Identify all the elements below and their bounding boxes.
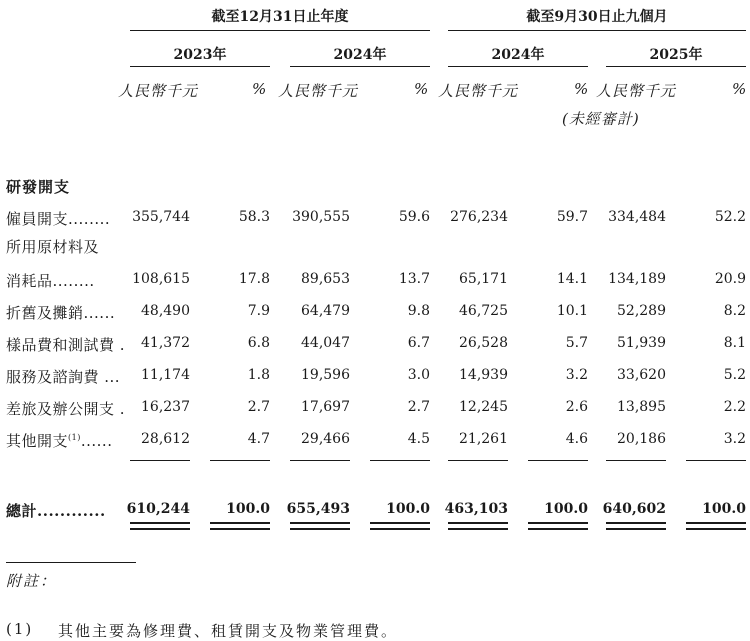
table-cell: 14.1 bbox=[556, 271, 588, 287]
total-double-rule bbox=[686, 528, 746, 530]
table-cell: 16,237 bbox=[141, 399, 190, 415]
row-label-text: 其他開支 bbox=[6, 432, 69, 450]
total-cell: 463,103 bbox=[444, 501, 508, 517]
table-cell: 20,186 bbox=[617, 431, 666, 447]
total-cell: 100.0 bbox=[386, 501, 430, 517]
table-cell: 390,555 bbox=[292, 209, 350, 225]
note-text: 其他主要為修理費、租賃開支及物業管理費。 bbox=[58, 622, 399, 640]
table-cell: 3.0 bbox=[407, 367, 430, 383]
subtotal-rule-2 bbox=[210, 460, 270, 461]
total-cell: 640,602 bbox=[602, 501, 666, 517]
row-label: 服務及諮詢費 ... bbox=[6, 368, 121, 386]
table-cell: 17,697 bbox=[301, 399, 350, 415]
total-double-rule bbox=[210, 522, 270, 524]
unit-header-2: 人民幣千元 bbox=[278, 82, 359, 100]
table-cell: 10.1 bbox=[556, 303, 588, 319]
table-cell: 52.2 bbox=[714, 209, 746, 225]
row-label bbox=[6, 430, 112, 451]
table-cell: 11,174 bbox=[141, 367, 190, 383]
table-cell: 334,484 bbox=[608, 209, 666, 225]
total-double-rule bbox=[448, 522, 508, 524]
table-cell: 59.7 bbox=[556, 209, 588, 225]
period-header-fy: 截至12月31日止年度 bbox=[211, 9, 349, 25]
table-cell: 14,939 bbox=[459, 367, 508, 383]
total-double-rule bbox=[528, 522, 588, 524]
row-label: 消耗品........ bbox=[6, 272, 95, 290]
year-rule-4 bbox=[606, 66, 746, 67]
table-cell: 2.7 bbox=[247, 399, 270, 415]
total-double-rule bbox=[370, 528, 430, 530]
table-cell: 6.8 bbox=[247, 335, 270, 351]
table-cell: 46,725 bbox=[459, 303, 508, 319]
table-cell: 4.7 bbox=[247, 431, 270, 447]
footnote-ref: (1) bbox=[68, 433, 81, 442]
section-title: 研發開支 bbox=[6, 178, 71, 196]
table-cell: 29,466 bbox=[301, 431, 350, 447]
total-cell: 610,244 bbox=[126, 501, 190, 517]
row-label: 樣品費和測試費 . bbox=[6, 336, 126, 354]
table-cell: 89,653 bbox=[301, 271, 350, 287]
notes-heading: 附註： bbox=[6, 572, 58, 590]
table-cell: 276,234 bbox=[450, 209, 508, 225]
total-double-rule bbox=[290, 522, 350, 524]
notes-rule bbox=[6, 562, 136, 563]
total-double-rule bbox=[686, 522, 746, 524]
year-rule-2 bbox=[290, 66, 430, 67]
table-cell: 19,596 bbox=[301, 367, 350, 383]
table-cell: 13.7 bbox=[398, 271, 430, 287]
table-cell: 7.9 bbox=[247, 303, 270, 319]
table-cell: 1.8 bbox=[247, 367, 270, 383]
table-cell: 134,189 bbox=[608, 271, 666, 287]
row-label: 所用原材料及 bbox=[6, 238, 100, 256]
table-cell: 64,479 bbox=[301, 303, 350, 319]
table-cell: 4.5 bbox=[407, 431, 430, 447]
table-cell: 65,171 bbox=[459, 271, 508, 287]
total-double-rule bbox=[606, 528, 666, 530]
unit-header-1: 人民幣千元 bbox=[118, 82, 199, 100]
table-cell: 2.6 bbox=[565, 399, 588, 415]
total-double-rule bbox=[528, 528, 588, 530]
total-cell: 100.0 bbox=[226, 501, 270, 517]
table-cell: 33,620 bbox=[617, 367, 666, 383]
total-cell: 100.0 bbox=[544, 501, 588, 517]
table-cell: 5.2 bbox=[723, 367, 746, 383]
table-cell: 52,289 bbox=[617, 303, 666, 319]
pct-header-3: % bbox=[574, 80, 589, 98]
table-cell: 3.2 bbox=[565, 367, 588, 383]
table-cell: 48,490 bbox=[141, 303, 190, 319]
table-cell: 13,895 bbox=[617, 399, 666, 415]
table-cell: 5.7 bbox=[565, 335, 588, 351]
subtotal-rule-1 bbox=[130, 460, 190, 461]
row-label-dots: ...... bbox=[80, 432, 113, 450]
total-double-rule bbox=[370, 522, 430, 524]
note-marker: (1) bbox=[6, 620, 34, 638]
pct-header-4: % bbox=[732, 80, 747, 98]
table-cell: 108,615 bbox=[132, 271, 190, 287]
table-cell: 58.3 bbox=[238, 209, 270, 225]
total-cell: 655,493 bbox=[286, 501, 350, 517]
table-cell: 3.2 bbox=[723, 431, 746, 447]
table-cell: 41,372 bbox=[141, 335, 190, 351]
table-cell: 12,245 bbox=[459, 399, 508, 415]
subtotal-rule-8 bbox=[686, 460, 746, 461]
subtotal-rule-4 bbox=[370, 460, 430, 461]
year-header-2024-9m: 2024年 bbox=[491, 47, 545, 63]
table-cell: 44,047 bbox=[301, 335, 350, 351]
year-header-2025: 2025年 bbox=[649, 47, 703, 63]
year-rule-3 bbox=[448, 66, 588, 67]
total-cell: 100.0 bbox=[702, 501, 746, 517]
period-rule-fy bbox=[130, 30, 430, 31]
year-rule-1 bbox=[130, 66, 270, 67]
table-cell: 6.7 bbox=[407, 335, 430, 351]
table-cell: 2.2 bbox=[723, 399, 746, 415]
table-cell: 8.1 bbox=[723, 335, 746, 351]
total-double-rule bbox=[290, 528, 350, 530]
table-cell: 9.8 bbox=[407, 303, 430, 319]
subtotal-rule-7 bbox=[606, 460, 666, 461]
total-label: 總計............ bbox=[6, 502, 106, 520]
table-cell: 28,612 bbox=[141, 431, 190, 447]
total-double-rule bbox=[130, 522, 190, 524]
row-label: 差旅及辦公開支 . bbox=[6, 400, 126, 418]
year-header-2023: 2023年 bbox=[173, 47, 227, 63]
subtotal-rule-6 bbox=[528, 460, 588, 461]
unit-header-4: 人民幣千元 bbox=[596, 82, 677, 100]
unit-header-3: 人民幣千元 bbox=[438, 82, 519, 100]
row-label: 折舊及攤銷...... bbox=[6, 304, 116, 322]
table-cell: 17.8 bbox=[238, 271, 270, 287]
pct-header-2: % bbox=[414, 80, 429, 98]
table-cell: 2.7 bbox=[407, 399, 430, 415]
table-cell: 26,528 bbox=[459, 335, 508, 351]
year-header-2024-fy: 2024年 bbox=[333, 47, 387, 63]
table-cell: 59.6 bbox=[398, 209, 430, 225]
pct-header-1: % bbox=[252, 80, 267, 98]
total-double-rule bbox=[130, 528, 190, 530]
table-cell: 51,939 bbox=[617, 335, 666, 351]
subtotal-rule-5 bbox=[448, 460, 508, 461]
table-cell: 20.9 bbox=[714, 271, 746, 287]
table-cell: 21,261 bbox=[459, 431, 508, 447]
unaudited-note: (未經審計) bbox=[562, 110, 640, 128]
table-cell: 8.2 bbox=[723, 303, 746, 319]
total-double-rule bbox=[448, 528, 508, 530]
row-label: 僱員開支........ bbox=[6, 210, 111, 228]
subtotal-rule-3 bbox=[290, 460, 350, 461]
period-header-9m: 截至9月30日止九個月 bbox=[526, 9, 668, 25]
period-rule-9m bbox=[448, 30, 746, 31]
total-double-rule bbox=[210, 528, 270, 530]
table-cell: 4.6 bbox=[565, 431, 588, 447]
table-cell: 355,744 bbox=[132, 209, 190, 225]
total-double-rule bbox=[606, 522, 666, 524]
